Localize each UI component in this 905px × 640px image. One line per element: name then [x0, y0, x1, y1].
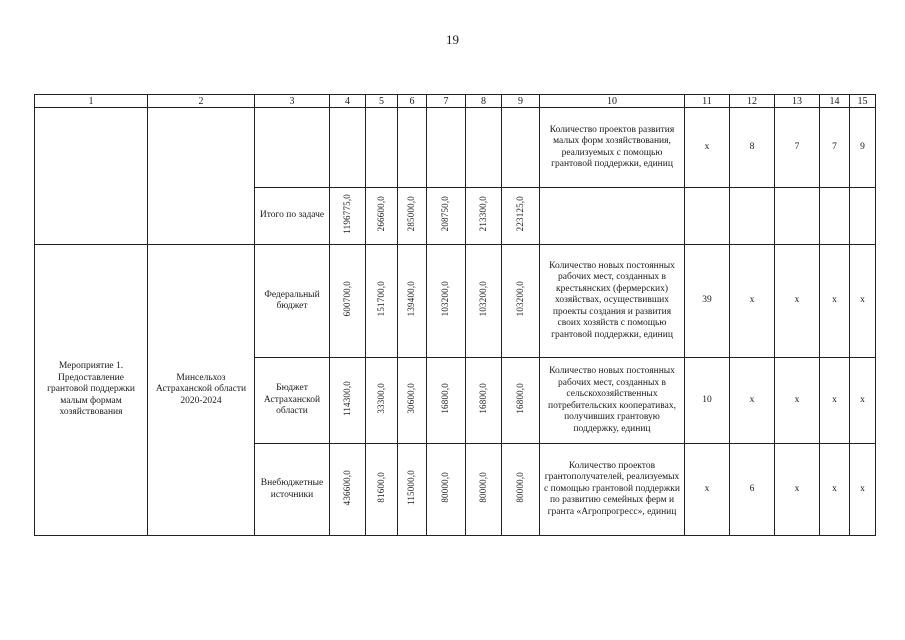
table-row — [35, 108, 876, 188]
amount-value: 103200,0 — [440, 281, 451, 317]
amount-value: 151700,0 — [375, 281, 386, 317]
empty-cell — [850, 188, 876, 245]
page-number: 19 — [446, 32, 459, 47]
target-cell: 10 — [685, 358, 730, 444]
amount-cell — [466, 444, 502, 536]
col-header: 3 — [255, 95, 330, 108]
funding-source-cell: Федеральный бюджет — [255, 245, 330, 358]
funding-source-cell: Бюджет Астраханской области — [255, 358, 330, 444]
indicator-cell: Количество новых постоянных рабочих мест, созданных в сельскохозяйственных потребительских кооперативах, получивших грантовую поддержку, единиц — [540, 358, 685, 444]
target-cell: x — [730, 358, 775, 444]
amount-cell — [427, 358, 466, 444]
col-header: 1 — [35, 95, 148, 108]
col-header: 15 — [850, 95, 876, 108]
amount-value: 16800,0 — [514, 382, 525, 414]
target-cell: 7 — [820, 108, 850, 188]
col-header: 5 — [366, 95, 398, 108]
amount-value: 114300,0 — [341, 380, 352, 416]
col-header: 11 — [685, 95, 730, 108]
target-cell: 6 — [730, 444, 775, 536]
target-cell: x — [850, 444, 876, 536]
col-header: 4 — [330, 95, 366, 108]
col-header: 13 — [775, 95, 820, 108]
amount-cell — [330, 358, 366, 444]
empty-cell — [540, 188, 685, 245]
target-cell: x — [775, 444, 820, 536]
amount-value: 600700,0 — [341, 281, 352, 317]
empty-cell — [502, 108, 540, 188]
funding-source-cell: Внебюджетные источники — [255, 444, 330, 536]
amount-value: 1196775,0 — [341, 193, 352, 234]
col-header: 14 — [820, 95, 850, 108]
target-cell: x — [820, 358, 850, 444]
indicator-cell: Количество новых постоянных рабочих мест, созданных в крестьянских (фермерских) хозяйствах, осуществивших проекты создания и развития своих хозяйств с помощью грантовой поддержки, единиц — [540, 245, 685, 358]
amount-cell — [330, 188, 366, 245]
amount-cell — [366, 358, 398, 444]
amount-value: 30600,0 — [406, 382, 417, 414]
amount-value: 16800,0 — [477, 382, 488, 414]
empty-cell — [820, 188, 850, 245]
amount-cell — [330, 245, 366, 358]
amount-cell — [502, 358, 540, 444]
target-cell: x — [685, 444, 730, 536]
amount-cell — [427, 444, 466, 536]
target-cell: 7 — [775, 108, 820, 188]
amount-value: 266600,0 — [375, 196, 386, 232]
amount-value: 80000,0 — [477, 471, 488, 503]
amount-value: 16800,0 — [440, 382, 451, 414]
amount-value: 213300,0 — [477, 196, 488, 232]
amount-cell — [366, 444, 398, 536]
amount-cell — [466, 188, 502, 245]
amount-value: 223125,0 — [514, 196, 525, 232]
amount-cell — [398, 358, 427, 444]
empty-cell — [730, 188, 775, 245]
executor-cell: Минсельхоз Астраханской области 2020-2024 — [148, 245, 255, 536]
empty-cell — [685, 188, 730, 245]
indicator-cell: Количество проектов развития малых форм хозяйствования, реализуемых с помощью грантовой поддержки, единиц — [540, 108, 685, 188]
amount-cell — [502, 188, 540, 245]
target-cell: x — [730, 245, 775, 358]
amount-cell — [398, 245, 427, 358]
amount-cell — [398, 444, 427, 536]
col-header: 10 — [540, 95, 685, 108]
col-header: 7 — [427, 95, 466, 108]
target-cell: x — [685, 108, 730, 188]
amount-cell — [427, 245, 466, 358]
empty-cell — [427, 108, 466, 188]
col-header: 2 — [148, 95, 255, 108]
column-number-row — [35, 95, 876, 108]
amount-value: 115000,0 — [406, 469, 417, 505]
amount-cell — [330, 444, 366, 536]
target-cell: x — [820, 444, 850, 536]
indicator-cell: Количество проектов грантополучателей, реализуемых с помощью грантовой поддержки по развитию семейных ферм и гранта «Агропрогресс», единиц — [540, 444, 685, 536]
target-cell: x — [850, 245, 876, 358]
empty-cell — [148, 108, 255, 245]
target-cell: x — [775, 358, 820, 444]
amount-value: 436600,0 — [341, 469, 352, 505]
target-cell: x — [820, 245, 850, 358]
amount-value: 80000,0 — [514, 471, 525, 503]
amount-cell — [502, 444, 540, 536]
amount-value: 103200,0 — [477, 281, 488, 317]
amount-cell — [466, 358, 502, 444]
amount-cell — [502, 245, 540, 358]
funding-source-cell: Итого по задаче — [255, 188, 330, 245]
target-cell: x — [850, 358, 876, 444]
empty-cell — [466, 108, 502, 188]
amount-value: 208750,0 — [440, 196, 451, 232]
empty-cell — [398, 108, 427, 188]
budget-table — [34, 94, 876, 536]
amount-cell — [366, 245, 398, 358]
empty-cell — [775, 188, 820, 245]
amount-value: 33300,0 — [375, 382, 386, 414]
amount-value: 139400,0 — [406, 281, 417, 317]
target-cell: 9 — [850, 108, 876, 188]
empty-cell — [255, 108, 330, 188]
amount-cell — [398, 188, 427, 245]
col-header: 9 — [502, 95, 540, 108]
target-cell: 8 — [730, 108, 775, 188]
target-cell: x — [775, 245, 820, 358]
event-name-cell: Мероприятие 1. Предоставление грантовой поддержки малым формам хозяйствования — [35, 245, 148, 536]
empty-cell — [35, 108, 148, 245]
amount-cell — [366, 188, 398, 245]
target-cell: 39 — [685, 245, 730, 358]
amount-value: 81600,0 — [375, 471, 386, 503]
empty-cell — [330, 108, 366, 188]
col-header: 6 — [398, 95, 427, 108]
col-header: 8 — [466, 95, 502, 108]
amount-value: 285000,0 — [406, 196, 417, 232]
amount-cell — [466, 245, 502, 358]
amount-value: 103200,0 — [514, 281, 525, 317]
amount-value: 80000,0 — [440, 471, 451, 503]
table-row — [35, 245, 876, 358]
empty-cell — [366, 108, 398, 188]
amount-cell — [427, 188, 466, 245]
col-header: 12 — [730, 95, 775, 108]
